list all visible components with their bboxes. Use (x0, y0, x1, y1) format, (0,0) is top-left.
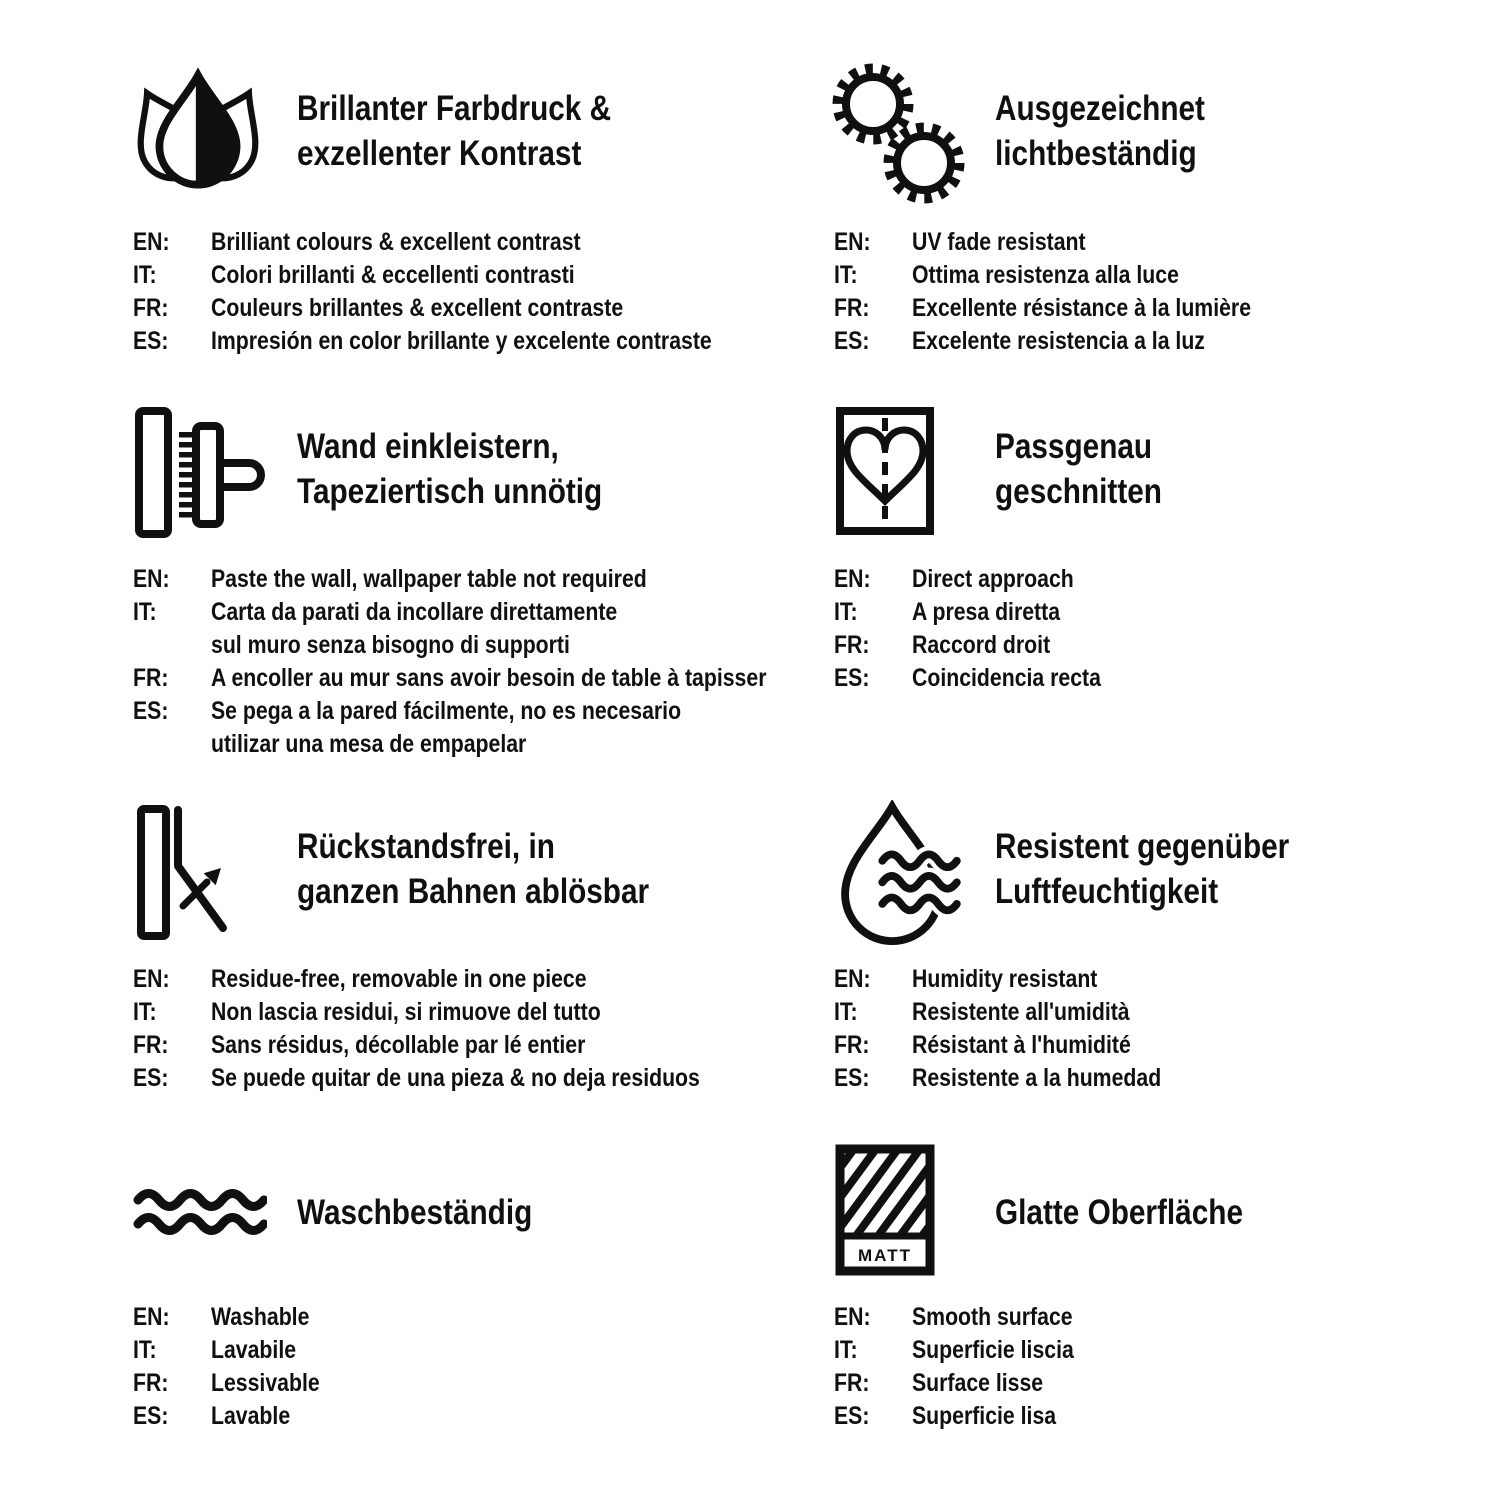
translation-text: Superficie liscia (912, 1336, 1074, 1364)
translation-text: utilizar una mesa de empapelar (211, 730, 527, 758)
lang-label: ES: (133, 697, 169, 725)
matt-surface-icon (835, 1144, 935, 1281)
lang-label: ES: (834, 1064, 870, 1092)
lang-label: IT: (133, 998, 157, 1026)
lang-label: IT: (133, 598, 157, 626)
lang-label: FR: (834, 1369, 870, 1397)
lang-label: ES: (133, 327, 169, 355)
lang-label: IT: (834, 1336, 858, 1364)
lang-label: FR: (133, 1369, 169, 1397)
matt-label: MATT (858, 1246, 912, 1265)
feature-title: Wand einkleistern, Tapeziertisch unnötig (297, 427, 603, 511)
translation-text: Excellente résistance à la lumière (912, 294, 1252, 322)
lang-label: EN: (133, 965, 170, 993)
translation-text: Smooth surface (912, 1303, 1073, 1331)
translation-text: Couleurs brillantes & excellent contraste (211, 294, 624, 322)
waves-icon (133, 1186, 267, 1243)
translation-text: Carta da parati da incollare direttamente (211, 598, 618, 626)
feature-title: Brillanter Farbdruck & exzellenter Kontrast (297, 89, 612, 173)
lang-label: EN: (834, 1303, 871, 1331)
translation-text: Coincidencia recta (912, 664, 1101, 692)
lang-label: FR: (133, 294, 169, 322)
heart-cut-icon (835, 406, 935, 541)
translation-text: Surface lisse (912, 1369, 1044, 1397)
feature-title: Glatte Oberfläche (995, 1193, 1244, 1232)
lang-label: FR: (834, 1031, 870, 1059)
translation-text: Se puede quitar de una pieza & no deja residuos (211, 1064, 700, 1092)
translation-text: Résistant à l'humidité (912, 1031, 1131, 1059)
translation-text: sul muro senza bisogno di supporti (211, 631, 570, 659)
translation-text: Brilliant colours & excellent contrast (211, 228, 581, 256)
translation-text: Resistente all'umidità (912, 998, 1130, 1026)
lang-label: EN: (834, 228, 871, 256)
color-drops-icon (131, 66, 265, 205)
translation-text: Superficie lisa (912, 1402, 1057, 1430)
translation-text: Resistente a la humedad (912, 1064, 1162, 1092)
translation-text: Excelente resistencia a la luz (912, 327, 1205, 355)
lang-label: EN: (834, 965, 871, 993)
lang-label: ES: (834, 1402, 870, 1430)
translation-text: Direct approach (912, 565, 1074, 593)
lang-label: EN: (133, 1303, 170, 1331)
translation-text: A encoller au mur sans avoir besoin de table à tapisser (211, 664, 767, 692)
uv-suns-icon (831, 62, 966, 212)
translation-text: A presa diretta (912, 598, 1061, 626)
paste-brush-icon (133, 406, 268, 544)
lang-label: IT: (834, 998, 858, 1026)
translation-text: Ottima resistenza alla luce (912, 261, 1179, 289)
lang-label: ES: (133, 1402, 169, 1430)
lang-label: FR: (133, 664, 169, 692)
humidity-drop-icon (831, 800, 966, 952)
translation-text: Lavabile (211, 1336, 297, 1364)
peel-off-icon (135, 804, 245, 947)
lang-label: FR: (834, 294, 870, 322)
translation-text: Impresión en color brillante y excelente contraste (211, 327, 712, 355)
lang-label: ES: (834, 664, 870, 692)
translation-text: Residue-free, removable in one piece (211, 965, 587, 993)
feature-title: Ausgezeichnet lichtbeständig (995, 89, 1205, 173)
translation-text: Raccord droit (912, 631, 1051, 659)
lang-label: FR: (133, 1031, 169, 1059)
lang-label: IT: (834, 598, 858, 626)
translation-text: Paste the wall, wallpaper table not required (211, 565, 647, 593)
translation-text: Washable (211, 1303, 310, 1331)
translation-text: Colori brillanti & eccellenti contrasti (211, 261, 575, 289)
feature-title: Passgenau geschnitten (995, 427, 1162, 511)
lang-label: EN: (133, 565, 170, 593)
lang-label: IT: (133, 1336, 157, 1364)
lang-label: IT: (133, 261, 157, 289)
lang-label: FR: (834, 631, 870, 659)
translation-text: Non lascia residui, si rimuove del tutto (211, 998, 601, 1026)
feature-title: Waschbeständig (297, 1193, 533, 1232)
translation-text: Lessivable (211, 1369, 320, 1397)
translation-text: Humidity resistant (912, 965, 1098, 993)
translation-text: UV fade resistant (912, 228, 1086, 256)
lang-label: IT: (834, 261, 858, 289)
lang-label: EN: (133, 228, 170, 256)
translation-text: Se pega a la pared fácilmente, no es necesario (211, 697, 682, 725)
lang-label: EN: (834, 565, 871, 593)
lang-label: ES: (834, 327, 870, 355)
translation-text: Lavable (211, 1402, 291, 1430)
feature-title: Resistent gegenüber Luftfeuchtigkeit (995, 827, 1290, 911)
feature-title: Rückstandsfrei, in ganzen Bahnen ablösbar (297, 827, 650, 911)
translation-text: Sans résidus, décollable par lé entier (211, 1031, 586, 1059)
lang-label: ES: (133, 1064, 169, 1092)
